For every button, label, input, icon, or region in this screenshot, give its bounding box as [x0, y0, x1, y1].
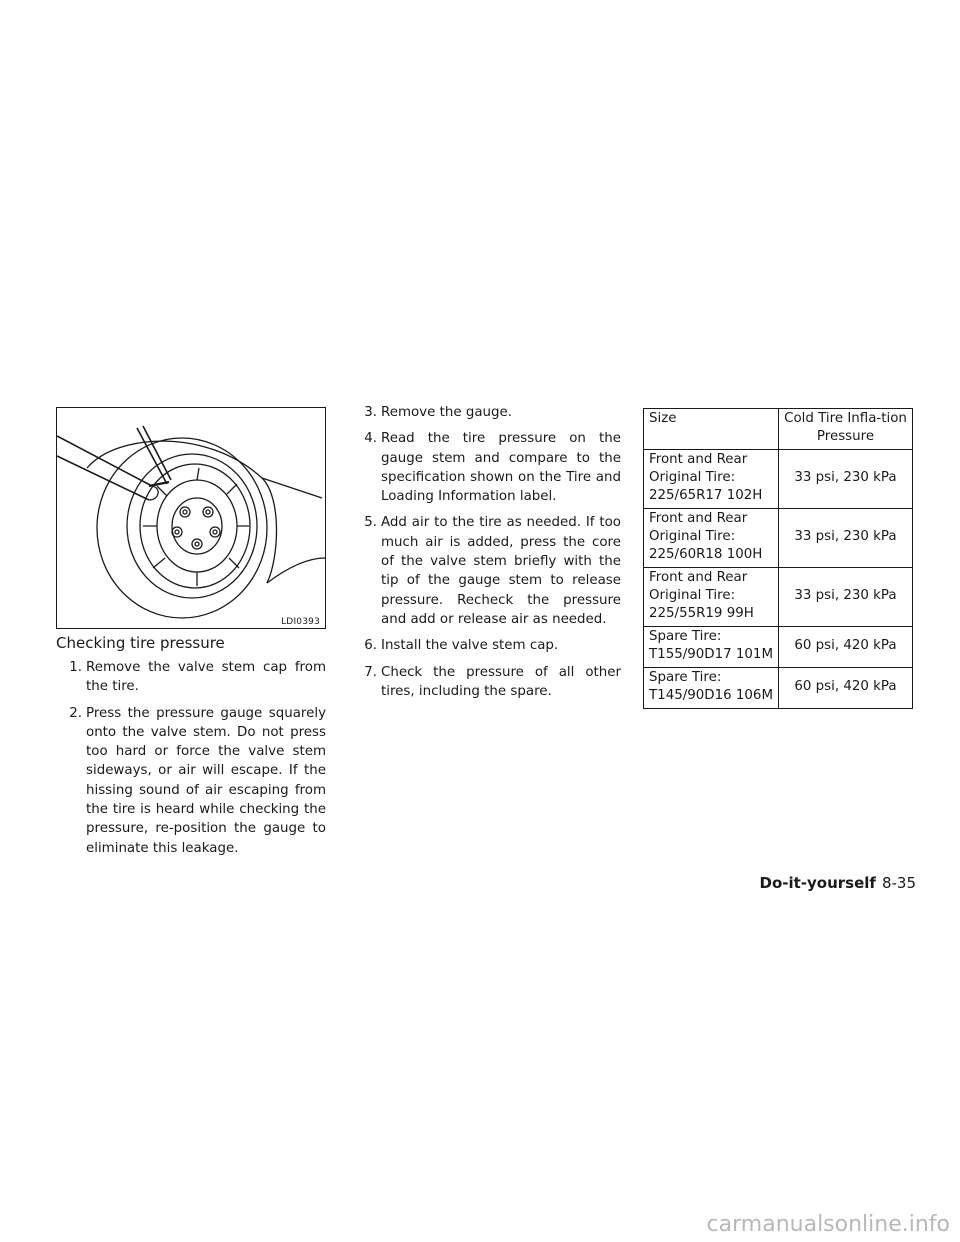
- page-number: 8-35: [881, 874, 916, 892]
- step-number: 4.: [364, 431, 377, 447]
- pressure-cell: 33 psi, 230 kPa: [779, 509, 913, 568]
- pressure-cell: 33 psi, 230 kPa: [779, 568, 913, 627]
- step-text: Remove the valve stem cap from the tire.: [86, 660, 326, 695]
- pressure-cell: 60 psi, 420 kPa: [779, 668, 913, 709]
- step-item: [356, 429, 621, 506]
- step-text: Read the tire pressure on the gauge stem and compare to the specification shown on the Tire and Loading Information label.: [381, 431, 621, 505]
- header-size: Size: [644, 409, 779, 450]
- step-number: 6.: [364, 638, 377, 654]
- step-text: Add air to the tire as needed. If too much air is added, press the core of the valve stem briefly with the tip of the gauge stem to release pressure. Recheck the pressure and add or release air as needed.: [381, 515, 621, 627]
- tire-pressure-table: [643, 408, 913, 709]
- step-number: 1.: [69, 660, 82, 675]
- step-text: Remove the gauge.: [381, 405, 513, 420]
- step-text: Check the pressure of all other tires, including the spare.: [381, 664, 621, 699]
- wheel-gauge-drawing: [57, 408, 326, 629]
- step-item: [61, 658, 326, 697]
- page-footer: [760, 874, 917, 892]
- tire-size-cell: Spare Tire: T145/90D16 106M: [644, 668, 779, 709]
- tire-pressure-illustration: [56, 407, 326, 629]
- tire-size-cell: Front and Rear Original Tire: 225/60R18 100H: [644, 509, 779, 568]
- figure-code: LDI0393: [281, 617, 320, 627]
- footer-section: Do-it-yourself: [759, 874, 876, 892]
- step-number: 5.: [364, 515, 377, 531]
- pressure-cell: 33 psi, 230 kPa: [779, 450, 913, 509]
- pressure-cell: 60 psi, 420 kPa: [779, 627, 913, 668]
- step-number: 2.: [69, 705, 82, 721]
- watermark: carmanualsonline.info: [706, 1212, 950, 1237]
- step-item: [356, 636, 621, 655]
- step-number: 3.: [364, 405, 377, 420]
- section-title: Checking tire pressure: [56, 634, 225, 652]
- tire-size-cell: Spare Tire: T155/90D17 101M: [644, 627, 779, 668]
- table-row: [644, 450, 913, 509]
- steps-right-column: [356, 403, 621, 708]
- table-header-row: [644, 409, 913, 450]
- step-item: [356, 513, 621, 629]
- step-number: 7.: [364, 664, 377, 680]
- step-item: [356, 663, 621, 702]
- table-row: [644, 509, 913, 568]
- tire-size-cell: Front and Rear Original Tire: 225/55R19 99H: [644, 568, 779, 627]
- steps-left-column: [61, 658, 326, 865]
- step-text: Press the pressure gauge squarely onto the valve stem. Do not press too hard or force the valve stem sideways, or air will escape. If the hissing sound of air escaping from the tire is heard while checking the pressure, re-position the gauge to eliminate this leakage.: [86, 705, 326, 856]
- step-text: Install the valve stem cap.: [381, 638, 559, 654]
- table-row: [644, 568, 913, 627]
- tire-size-cell: Front and Rear Original Tire: 225/65R17 102H: [644, 450, 779, 509]
- table-row: [644, 668, 913, 709]
- step-item: [356, 403, 621, 422]
- step-item: [61, 704, 326, 858]
- header-pressure: Cold Tire Infla-tion Pressure: [779, 409, 913, 450]
- table-row: [644, 627, 913, 668]
